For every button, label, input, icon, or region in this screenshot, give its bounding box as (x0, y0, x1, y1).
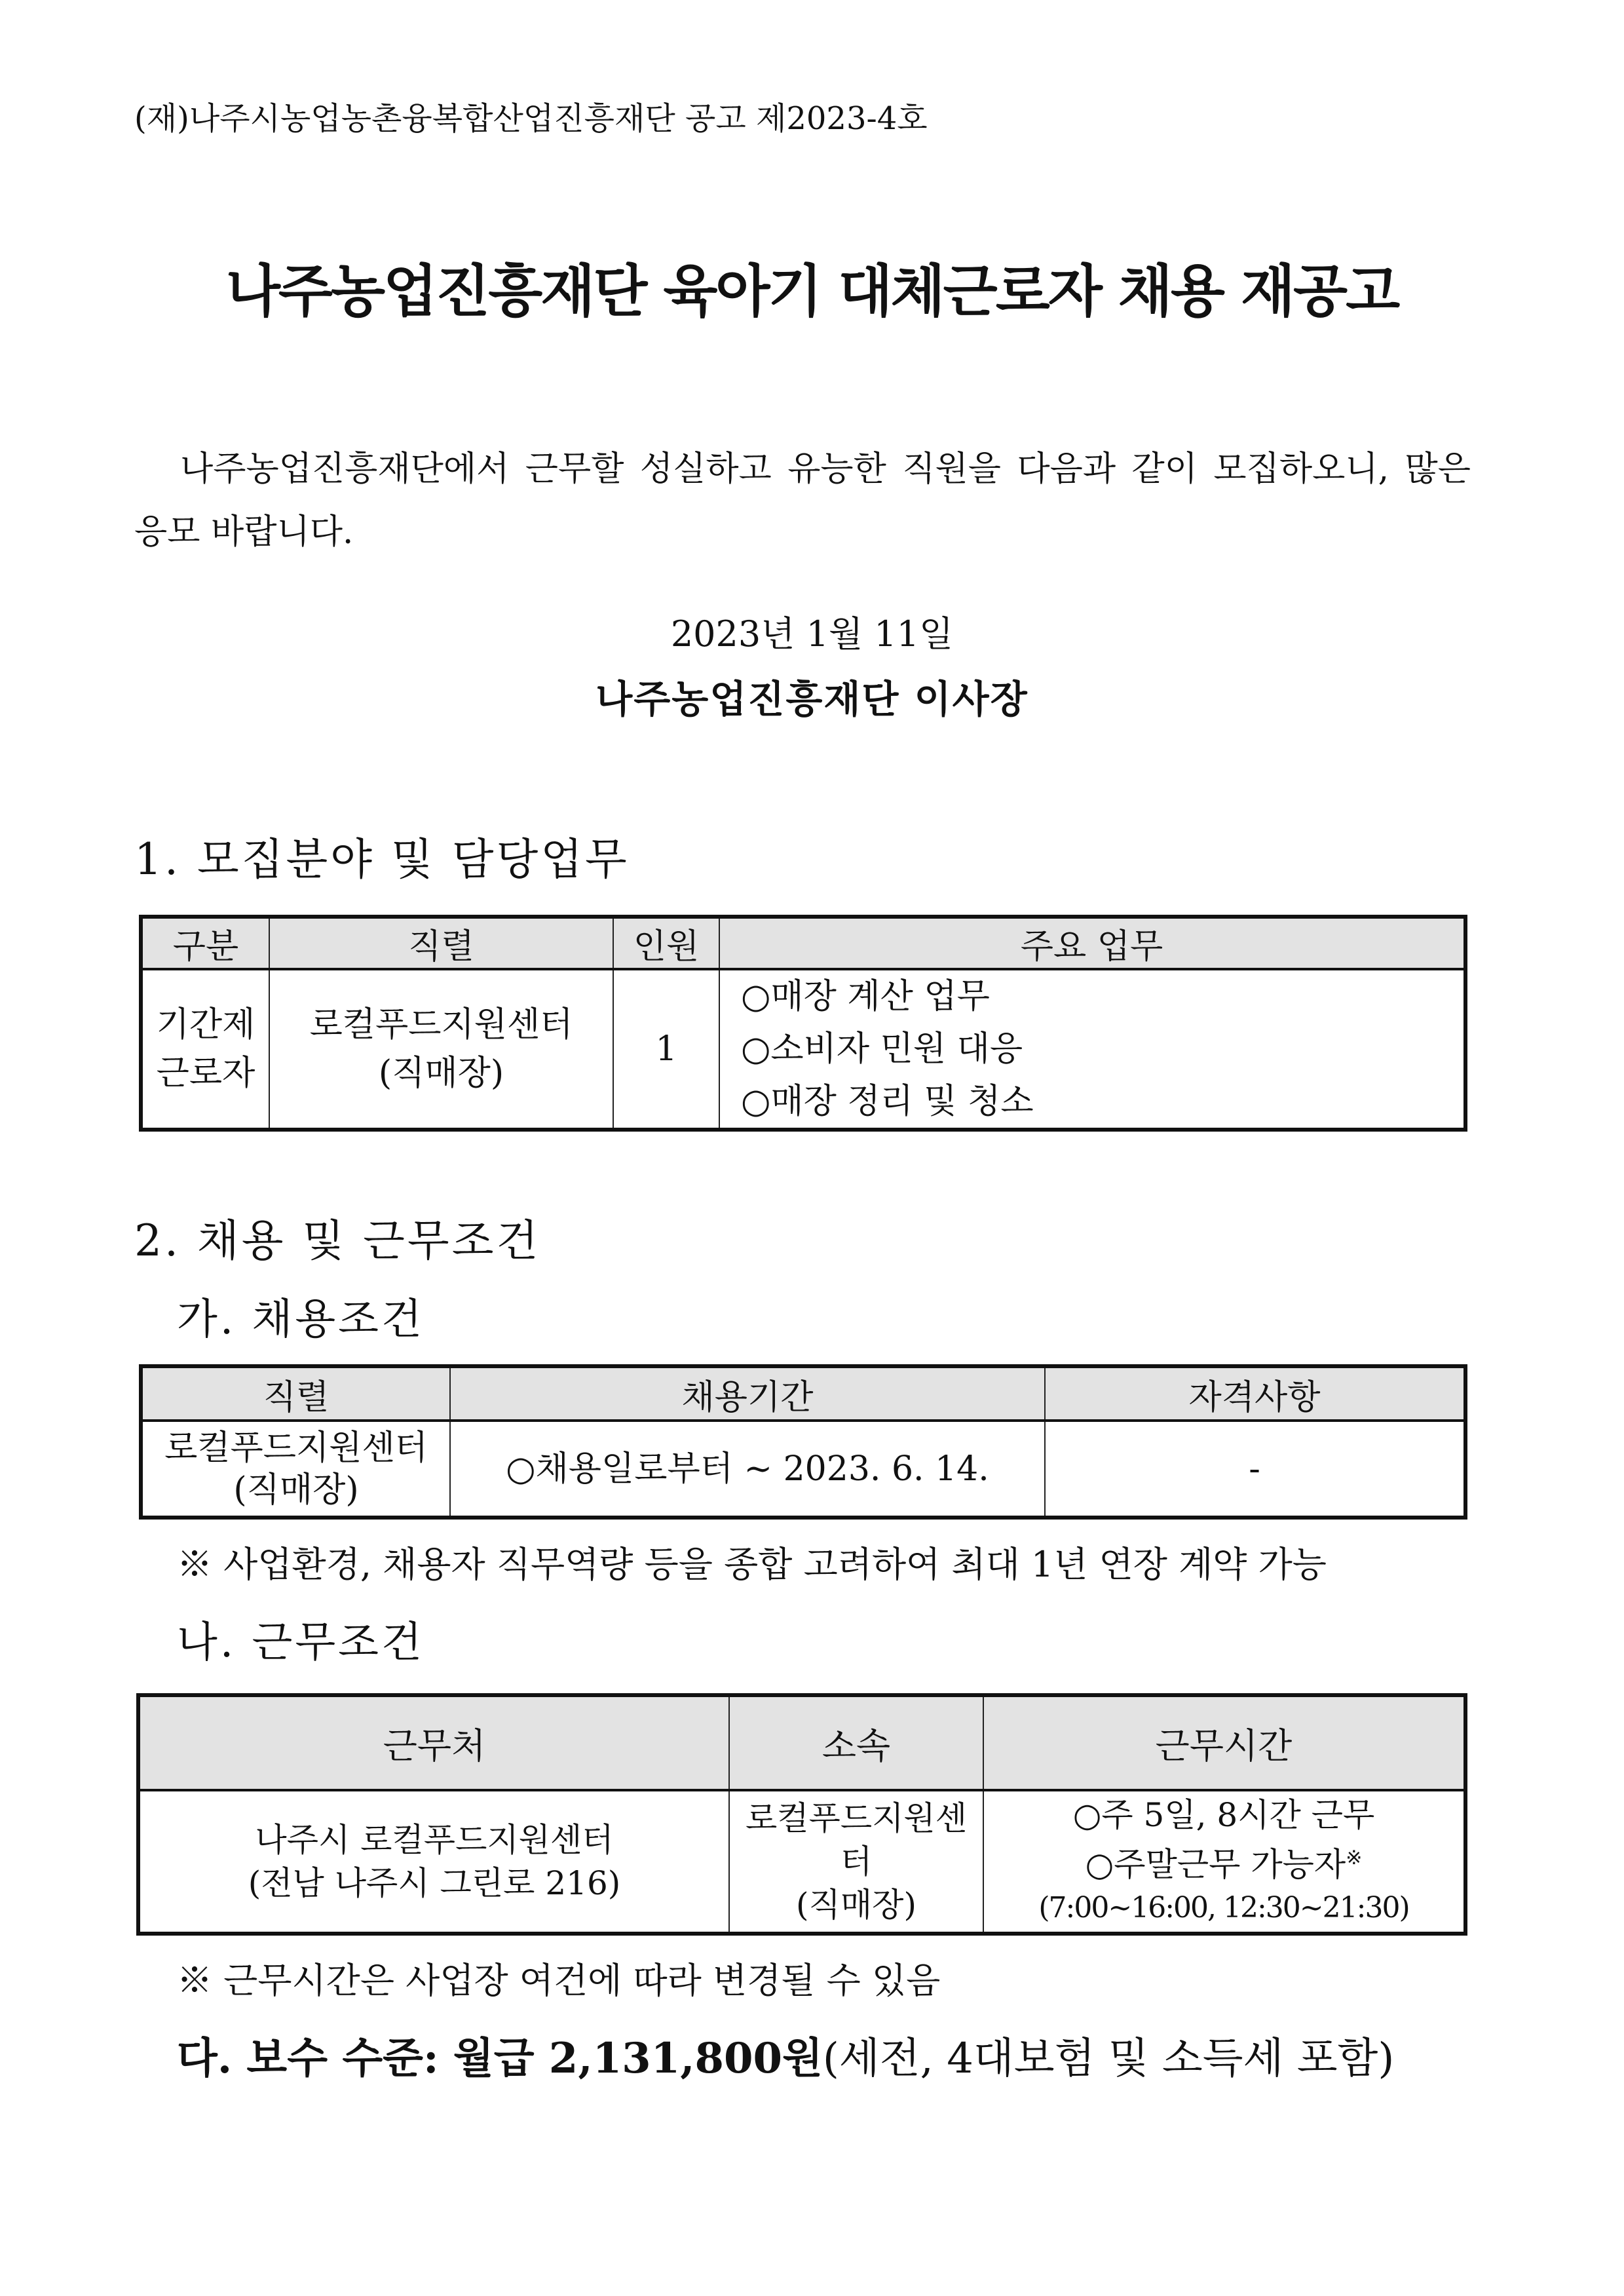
table-row (138, 1790, 1465, 1934)
hours-mark: ※ (1346, 1846, 1363, 1870)
header-qualification: 자격사항 (1045, 1366, 1465, 1421)
intro-paragraph: 나주농업진흥재단에서 근무할 성실하고 유능한 직원을 다음과 같이 모집하오니, 많은 응모 바랍니다. (134, 450, 1471, 552)
duty-item: ○매장 정리 및 청소 (741, 1082, 1034, 1121)
hours-line3: (7:00~16:00, 12:30~21:30) (1038, 1890, 1409, 1924)
hours-line2: ○주말근무 가능자 (1085, 1845, 1346, 1884)
hours-note: ※ 근무시간은 사업장 여건에 따라 변경될 수 있음 (177, 1960, 941, 2001)
section2b-heading: 나. 근무조건 (177, 1618, 425, 1667)
section2a-heading: 가. 채용조건 (177, 1295, 425, 1344)
cell-workplace (138, 1790, 729, 1934)
header-count: 인원 (613, 917, 719, 969)
header-affiliation: 소속 (729, 1695, 983, 1790)
cell-affiliation (729, 1790, 983, 1934)
hours-line1: ○주 5일, 8시간 근무 (1072, 1796, 1375, 1835)
notice-number: (재)나주시농업농촌융복합산업진흥재단 공고 제2023-4호 (134, 100, 928, 137)
header-position: 직렬 (141, 1366, 450, 1421)
affiliation-line1: 로컬푸드지원센터 (745, 1799, 968, 1881)
notice-date: 2023년 1월 11일 (670, 613, 954, 655)
page-title: 나주농업진흥재단 육아기 대체근로자 채용 재공고 (225, 259, 1399, 324)
duty-item: ○소비자 민원 대응 (741, 1029, 1023, 1069)
pay-level (177, 2025, 1394, 2085)
category-line2: 근로자 (156, 1054, 255, 1093)
workplace-line1: 나주시 로컬푸드지원센터 (255, 1821, 614, 1859)
position-line1: 로컬푸드지원센터 (164, 1428, 428, 1468)
extension-note: ※ 사업환경, 채용자 직무역량 등을 종합 고려하여 최대 1년 연장 계약 가능 (177, 1544, 1327, 1585)
position-line2: (직매장) (378, 1054, 504, 1093)
cell-count: 1 (613, 969, 719, 1130)
section1-heading: 1. 모집분야 및 담당업무 (134, 834, 630, 885)
category-line1: 기간제 (156, 1005, 255, 1044)
header-hours: 근무시간 (983, 1695, 1465, 1790)
pay-detail: (세전, 4대보험 및 소득세 포함) (822, 2035, 1395, 2083)
table-header-row (138, 1695, 1465, 1790)
table-header-row (141, 1366, 1465, 1421)
position-line1: 로컬푸드지원센터 (309, 1005, 573, 1044)
section2-heading: 2. 채용 및 근무조건 (134, 1215, 541, 1266)
cell-hours (983, 1790, 1465, 1934)
table-header-row (141, 917, 1465, 969)
position-line2: (직매장) (233, 1470, 359, 1510)
cell-position (141, 1421, 450, 1518)
table-row (141, 969, 1465, 1130)
workplace-line2: (전남 나주시 그린로 216) (248, 1864, 621, 1902)
pay-label: 다. 보수 수준: 월급 2,131,800원 (177, 2034, 823, 2083)
header-position: 직렬 (269, 917, 613, 969)
cell-qualification: - (1045, 1421, 1465, 1518)
cell-duties (719, 969, 1465, 1130)
work-conditions-table (136, 1693, 1467, 1936)
hours-line2-wrap (984, 1837, 1463, 1886)
header-period: 채용기간 (450, 1366, 1045, 1421)
affiliation-line2: (직매장) (796, 1886, 916, 1924)
table-row (141, 1421, 1465, 1518)
header-workplace: 근무처 (138, 1695, 729, 1790)
recruitment-table (139, 915, 1467, 1132)
cell-period: ○채용일로부터 ~ 2023. 6. 14. (450, 1421, 1045, 1518)
duty-item: ○매장 계산 업무 (741, 977, 990, 1016)
header-category: 구분 (141, 917, 269, 969)
header-duties: 주요 업무 (719, 917, 1465, 969)
cell-position (269, 969, 613, 1130)
cell-category (141, 969, 269, 1130)
issuer: 나주농업진흥재단 이사장 (595, 677, 1029, 721)
employment-conditions-table (139, 1364, 1467, 1520)
